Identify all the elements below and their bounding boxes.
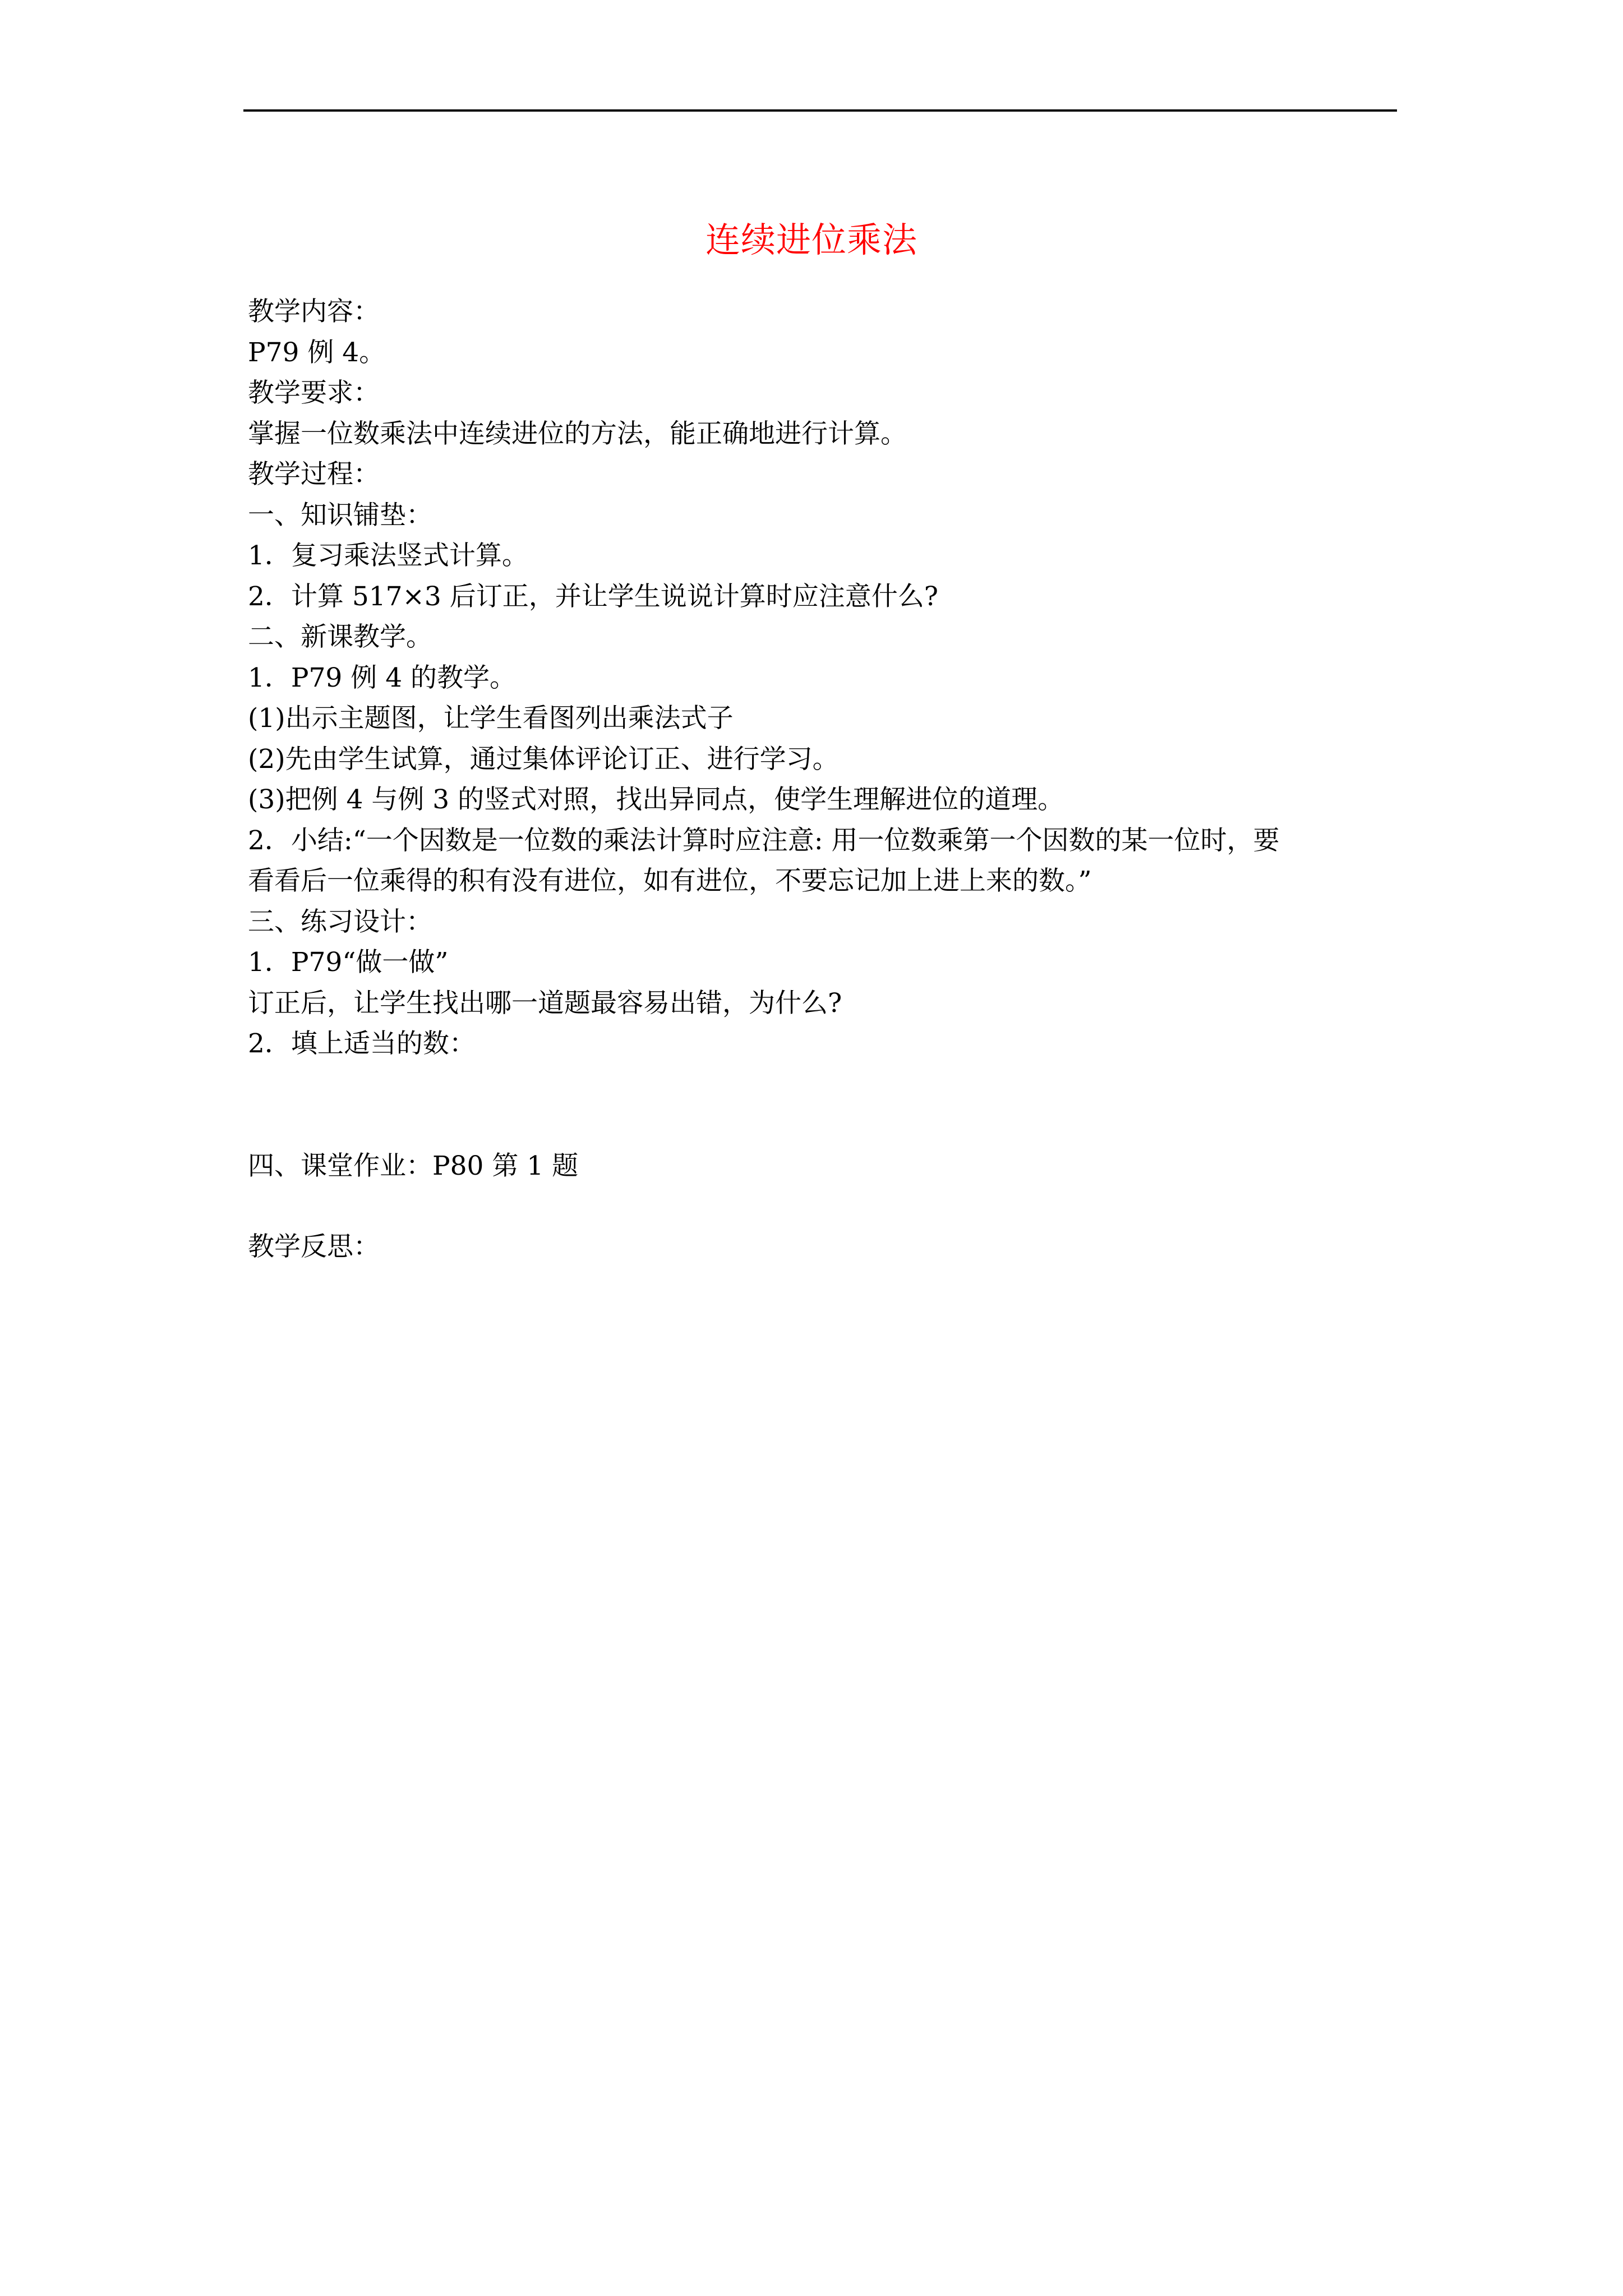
document-body bbox=[248, 292, 1403, 1268]
part2-sub-2: (2)先由学生试算，通过集体评论订正、进行学习。 bbox=[248, 743, 839, 775]
part3-item-1: 1．P79“做一做” bbox=[248, 947, 449, 978]
blank-space bbox=[248, 1186, 1403, 1227]
part3-item-1-note: 订正后，让学生找出哪一道题最容易出错，为什么? bbox=[248, 987, 842, 1019]
part2-item-2-line-1: 2．小结:“一个因数是一位数的乘法计算时应注意: 用一位数乘第一个因数的某一位时，要 bbox=[248, 825, 1280, 856]
part3-item-2: 2．填上适当的数： bbox=[248, 1028, 476, 1059]
part2-sub-3: (3)把例 4 与例 3 的竖式对照，找出异同点，使学生理解进位的道理。 bbox=[248, 784, 1064, 815]
requirement-value: 掌握一位数乘法中连续进位的方法，能正确地进行计算。 bbox=[248, 418, 907, 449]
requirement-label: 教学要求： bbox=[248, 378, 380, 408]
blank-space bbox=[248, 1065, 1403, 1146]
process-label: 教学过程： bbox=[248, 459, 380, 490]
part3-heading: 三、练习设计： bbox=[248, 906, 432, 937]
part2-heading: 二、新课教学。 bbox=[248, 622, 432, 652]
header-rule bbox=[243, 109, 1397, 112]
part2-item-1: 1．P79 例 4 的教学。 bbox=[248, 662, 517, 693]
part4-heading: 四、课堂作业：P80 第 1 题 bbox=[248, 1150, 579, 1181]
part1-heading: 一、知识铺垫： bbox=[248, 499, 432, 531]
document-title: 连续进位乘法 bbox=[705, 219, 917, 260]
content-label: 教学内容： bbox=[248, 296, 380, 327]
part2-item-2-line-2: 看看后一位乘得的积有没有进位，如有进位，不要忘记加上进上来的数。” bbox=[248, 866, 1092, 896]
content-value: P79 例 4。 bbox=[248, 337, 386, 368]
reflection-label: 教学反思： bbox=[248, 1231, 380, 1262]
part1-item-2: 2．计算 517×3 后订正，并让学生说说计算时应注意什么? bbox=[248, 581, 938, 612]
part1-item-1: 1．复习乘法竖式计算。 bbox=[248, 540, 528, 571]
part2-sub-1: (1)出示主题图，让学生看图列出乘法式子 bbox=[248, 703, 734, 734]
